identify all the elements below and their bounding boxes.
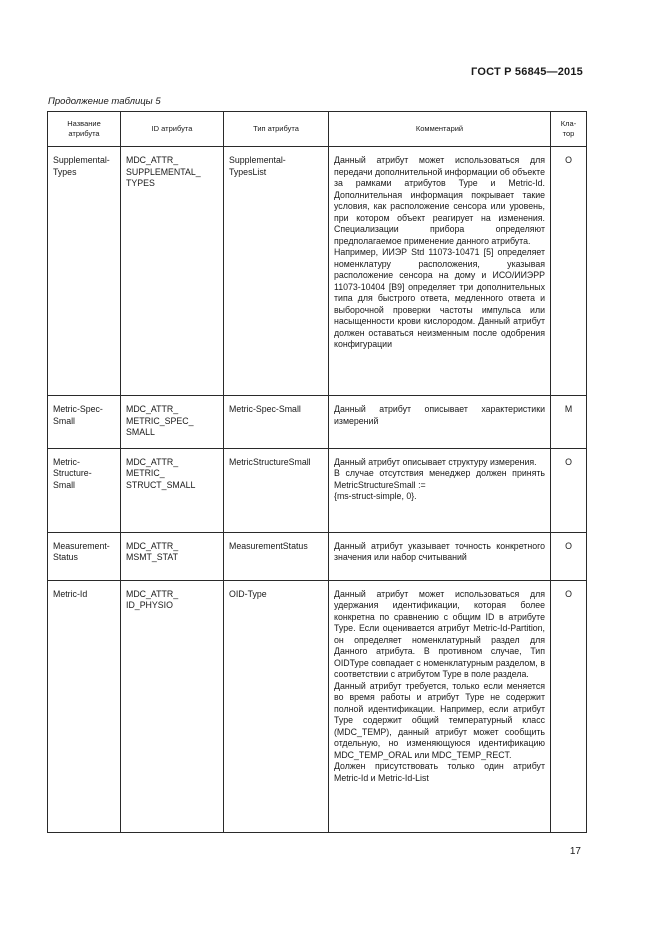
column-header-qualifier: Кла- тор bbox=[551, 112, 587, 147]
attribute-id-cell: MDC_ATTR_ METRIC_ STRUCT_SMALL bbox=[121, 448, 224, 532]
table-header-row bbox=[48, 112, 587, 147]
attribute-name-cell: Supplemental- Types bbox=[48, 147, 121, 396]
table-row bbox=[48, 396, 587, 449]
attribute-qualifier-cell: O bbox=[551, 147, 587, 396]
page-number: 17 bbox=[569, 846, 581, 857]
attribute-comment-cell: Данный атрибут может использоваться для передачи дополнительной информации об объекте за рамками атрибутов Type и Metric-Id. Дополнительная информация покрывает такие условия, как расположение сенсора или уровень, при котором объект реагирует на изменения. Специализации прибора определяют предполагаемое применение данного атрибута. Например, ИИЭР Std 11073-10471 [5] определяет номенклатуру расположения, указывая расположение сенсора на дому и ИСО/ИИЭРР 11073-10404 [B9] определяет три дополнительных типа для быстрого ответа, медленного ответа и выборочной проверки частоты импульса или насыщенности крови кислородом. Данный атрибут должен оставаться неизменным после одобрения конфигурации bbox=[329, 147, 551, 396]
attribute-type-cell: OID-Type bbox=[224, 580, 329, 832]
attribute-name-cell: Metric- Structure- Small bbox=[48, 448, 121, 532]
document-code: ГОСТ Р 56845—2015 bbox=[471, 66, 583, 78]
column-header-id: ID атрибута bbox=[121, 112, 224, 147]
table-row bbox=[48, 580, 587, 832]
attribute-id-cell: MDC_ATTR_ MSMT_STAT bbox=[121, 532, 224, 580]
attribute-name-cell: Metric-Id bbox=[48, 580, 121, 832]
column-header-comment: Комментарий bbox=[329, 112, 551, 147]
attribute-type-cell: MeasurementStatus bbox=[224, 532, 329, 580]
attributes-table bbox=[47, 111, 587, 833]
attribute-qualifier-cell: O bbox=[551, 448, 587, 532]
column-header-type: Тип атрибута bbox=[224, 112, 329, 147]
column-header-name: Название атрибута bbox=[48, 112, 121, 147]
attribute-comment-cell: Данный атрибут описывает характеристики измерений bbox=[329, 396, 551, 449]
attribute-name-cell: Metric-Spec- Small bbox=[48, 396, 121, 449]
attribute-type-cell: Supplemental- TypesList bbox=[224, 147, 329, 396]
table-row bbox=[48, 532, 587, 580]
attribute-type-cell: MetricStructureSmall bbox=[224, 448, 329, 532]
attribute-comment-cell: Данный атрибут может использоваться для удержания идентификации, которая более конкретна по сравнению с общим ID в атрибуте Type. Если оценивается атрибут Metric-Id-Partition, он определяет номенклатурный раздел для Данного атрибута. В противном случае, Тип OIDType совпадает с номенклатурным разделом, в соответствии с атрибутом Type в поле раздела. Данный атрибут требуется, только если меняется во время работы и атрибут Type не содержит полной идентификации. Например, если атрибут Type содержит общий температурный класс (MDC_TEMP), данный атрибут может сообщить отдельную, но изменяющуюся идентификацию MDC_TEMP_ORAL или MDC_TEMP_RECT. Должен присутствовать только один атрибут Metric-Id и Metric-Id-List bbox=[329, 580, 551, 832]
attribute-id-cell: MDC_ATTR_ SUPPLEMENTAL_ TYPES bbox=[121, 147, 224, 396]
attribute-qualifier-cell: O bbox=[551, 580, 587, 832]
table-row bbox=[48, 448, 587, 532]
attribute-comment-cell: Данный атрибут описывает структуру измерения. В случае отсутствия менеджер должен принять MetricStructureSmall := {ms-struct-simple, 0}. bbox=[329, 448, 551, 532]
attribute-comment-cell: Данный атрибут указывает точность конкретного значения или набор считываний bbox=[329, 532, 551, 580]
attribute-name-cell: Measurement- Status bbox=[48, 532, 121, 580]
attribute-id-cell: MDC_ATTR_ METRIC_SPEC_ SMALL bbox=[121, 396, 224, 449]
attribute-type-cell: Metric-Spec-Small bbox=[224, 396, 329, 449]
table-caption: Продолжение таблицы 5 bbox=[48, 96, 161, 107]
attribute-qualifier-cell: O bbox=[551, 532, 587, 580]
table-row bbox=[48, 147, 587, 396]
attribute-id-cell: MDC_ATTR_ ID_PHYSIO bbox=[121, 580, 224, 832]
attribute-qualifier-cell: M bbox=[551, 396, 587, 449]
